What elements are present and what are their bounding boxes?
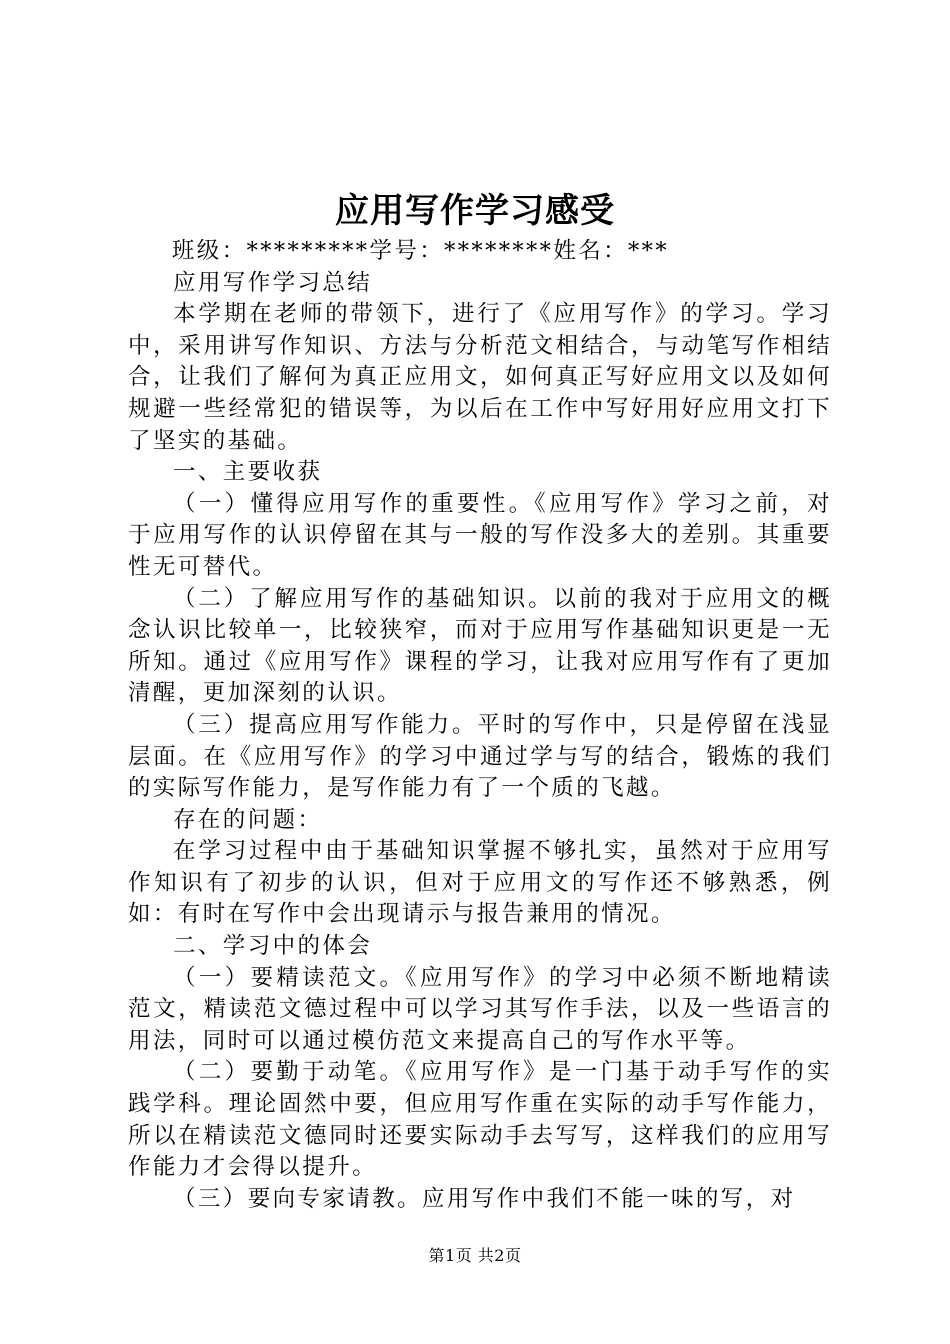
section-heading-main-gains: 一、主要收获 [173,459,323,486]
paragraph-gain-3: （三）提高应用写作能力。平时的写作中，只是停留在浅显层面。在《应用写作》的学习中通过学与写的结合，锻炼的我们的实际写作能力，是写作能力有了一个质的飞越。 [128,711,832,802]
paragraph-intro: 本学期在老师的带领下，进行了《应用写作》的学习。学习中，采用讲写作知识、方法与分析范文相结合，与动笔写作相结合，让我们了解何为真正应用文，如何真正写好应用文以及如何规避一些经常犯的错误等，为以后在工作中写好用好应用文打下了坚实的基础。 [128,301,832,454]
paragraph-gain-1: （一）懂得应用写作的重要性。《应用写作》学习之前，对于应用写作的认识停留在其与一般的写作没多大的差别。其重要性无可替代。 [128,490,832,580]
paragraph-experience-1: （一）要精读范文。《应用写作》的学习中必须不断地精读范文，精读范文德过程中可以学习其写作手法，以及一些语言的用法，同时可以通过模仿范文来提高自己的写作水平等。 [128,964,832,1054]
document-body [128,236,832,1215]
page-footer: 第1页 共2页 [428,1246,522,1265]
paragraph-experience-3: （三）要向专家请教。应用写作中我们不能一味的写，对 [173,1185,796,1212]
document-title: 应用写作学习感受 [335,191,615,231]
paragraph-summary-heading: 应用写作学习总结 [173,269,373,296]
student-info-line: 班级：*********学号：********姓名：*** [171,238,669,264]
paragraph-experience-2: （二）要勤于动笔。《应用写作》是一门基于动手写作的实践学科。理论固然中要，但应用写作重在实际的动手写作能力，所以在精读范文德同时还要实际动手去写写，这样我们的应用写作能力才会得以提升。 [128,1059,832,1181]
section-heading-problems: 存在的问题： [173,806,323,833]
section-heading-experience: 二、学习中的体会 [173,933,373,960]
paragraph-problems: 在学习过程中由于基础知识掌握不够扎实，虽然对于应用写作知识有了初步的认识，但对于应用文的写作还不够熟悉，例如：有时在写作中会出现请示与报告兼用的情况。 [128,838,832,928]
paragraph-gain-2: （二）了解应用写作的基础知识。以前的我对于应用文的概念认识比较单一，比较狭窄，而对于应用写作基础知识更是一无所知。通过《应用写作》课程的学习，让我对应用写作有了更加清醒，更加深刻的认识。 [128,585,832,707]
